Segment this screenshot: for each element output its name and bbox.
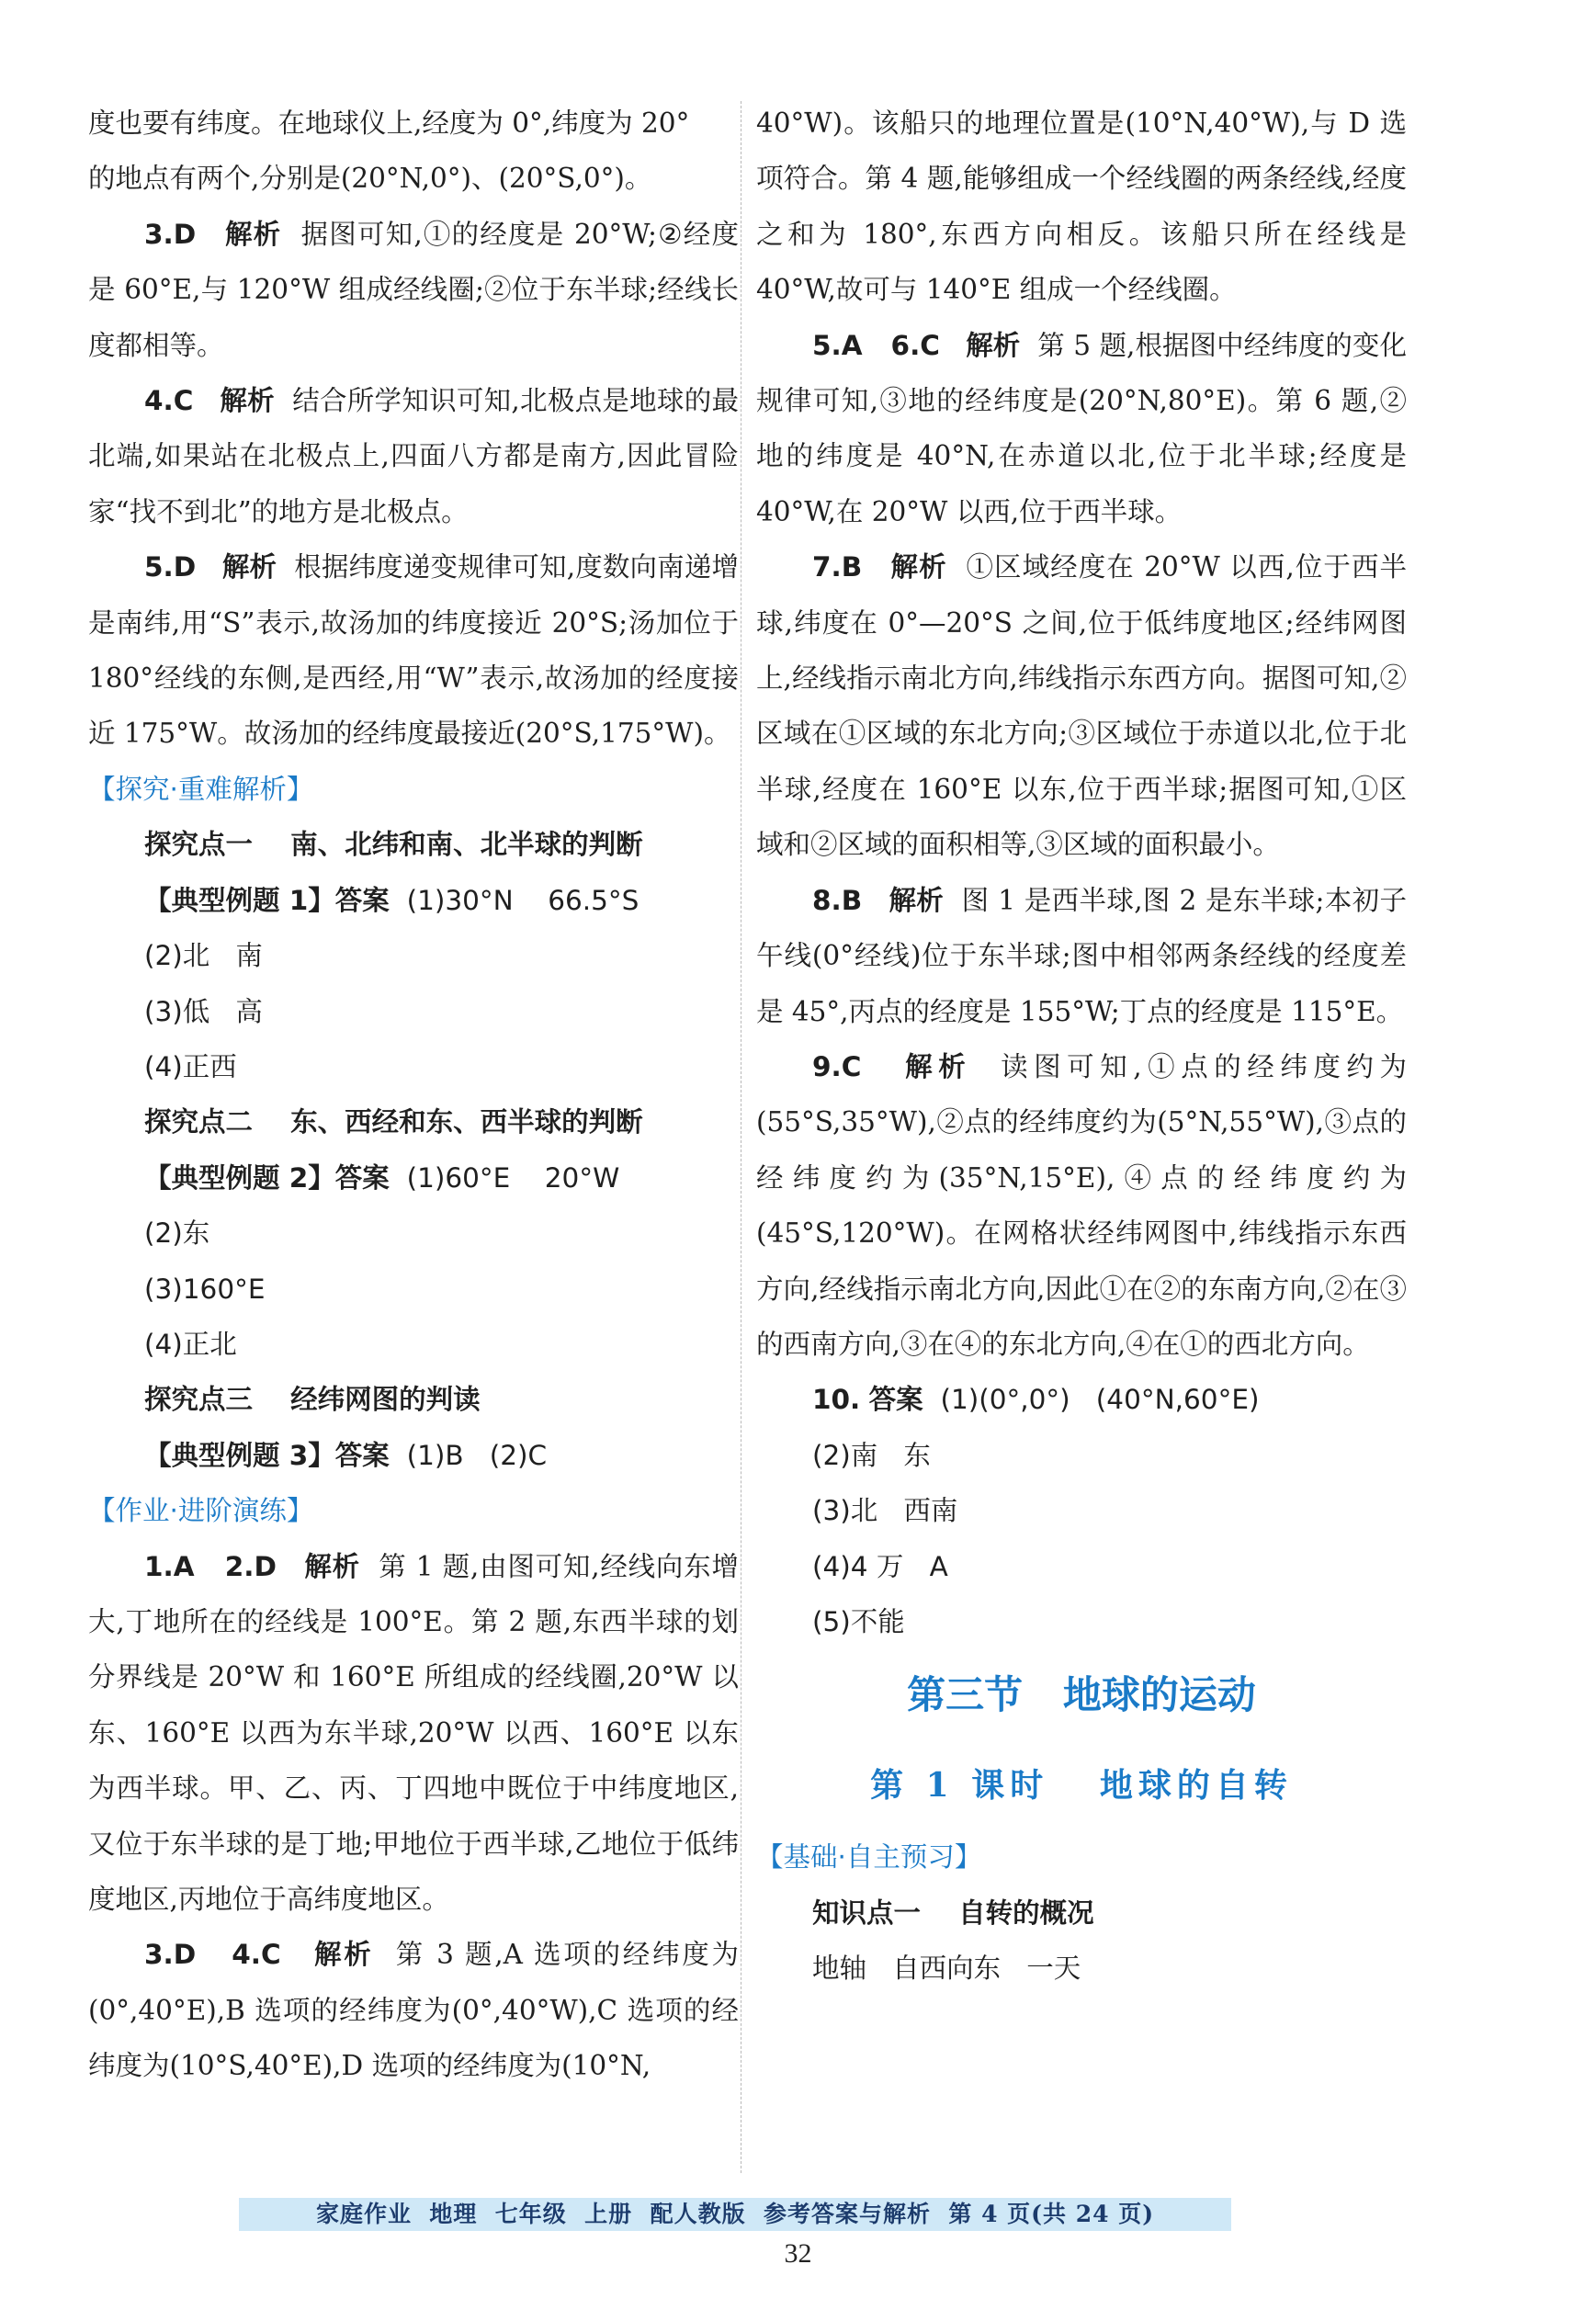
continued-paragraph: 40°W)。该船只的地理位置是(10°N,40°W),与 D 选项符合。第 4 题,能够组成一个经线圈的两条经线,经度之和为 180°,东西方向相反。该船只所在经线是 40°W,故可与 140°E 组成一个经线圈。 xyxy=(756,108,1407,306)
analysis-text: ①区域经度在 20°W 以西,位于西半球,纬度在 0°—20°S 之间,位于低纬度地区;经纬网图上,经线指示南北方向,纬线指示东西方向。据图可知,②区域在①区域的东北方向;③区域位于赤道以北,位于北半球,经度在 160°E 以东,位于西半球;据图可知,①区域和②区域的面积相等,③区域的面积最小。 xyxy=(756,551,1407,861)
example-2 xyxy=(88,1150,739,1206)
explore-point-2 xyxy=(88,1094,739,1149)
answer-part: (3)北 西南 xyxy=(812,1495,958,1527)
analysis-tag: 解析 xyxy=(966,329,1021,361)
point-label: 探究点一 xyxy=(144,829,254,861)
example-answer: (3)160°E xyxy=(144,1273,266,1305)
explore-heading: 【探究·重难解析】 xyxy=(88,773,314,805)
answer-number: 3.D 4.C xyxy=(144,1939,281,1971)
point-topic: 南、北纬和南、北半球的判断 xyxy=(290,829,643,861)
point-label: 知识点一 xyxy=(812,1896,922,1929)
analysis-tag: 解析 xyxy=(905,1050,972,1082)
answer-number: 3.D xyxy=(144,218,197,250)
answer-hw-7 xyxy=(756,539,1407,872)
answer-part: (4)4 万 A xyxy=(812,1550,948,1582)
answer-hw-5-6 xyxy=(756,318,1407,540)
answer-number: 9.C xyxy=(812,1050,862,1082)
answer-q3 xyxy=(88,207,739,373)
analysis-text: 第 3 题,A 选项的经纬度为(0°,40°E),B 选项的经纬度为(0°,40°W),C 选项的经纬度为(10°S,40°E),D 选项的经纬度为(10°N, xyxy=(88,1939,739,2082)
example-tag: 【典型例题 2】答案 xyxy=(144,1161,390,1194)
basic-heading: 【基础·自主预习】 xyxy=(756,1841,982,1874)
footer-bar: 家庭作业 地理 七年级 上册 配人教版 参考答案与解析 第 4 页(共 24 页) xyxy=(239,2198,1231,2231)
point-label: 探究点二 xyxy=(144,1106,254,1138)
point-label: 探究点三 xyxy=(144,1384,254,1416)
analysis-tag: 解析 xyxy=(314,1939,374,1971)
analysis-text: 第 5 题,根据图中经纬度的变化规律可知,③地的经纬度是(20°N,80°E)。第 6 题,②地的纬度是 40°N,在赤道以北,位于北半球;经度是 40°W,在 20°W 以西,位于西半球。 xyxy=(756,329,1407,527)
analysis-tag: 解析 xyxy=(220,385,275,417)
answer-tag: 答案 xyxy=(868,1384,923,1416)
analysis-tag: 解析 xyxy=(221,551,277,583)
continued-line-1: 度也要有纬度。在地球仪上,经度为 0°,纬度为 20° xyxy=(88,108,690,139)
lesson-title: 第 1 课时 地球的自转 xyxy=(870,1766,1293,1806)
analysis-tag: 解析 xyxy=(890,551,947,583)
example-answer: (1)B (2)C xyxy=(406,1439,548,1471)
example-answer: (2)东 xyxy=(144,1217,210,1250)
answer-hw-10 xyxy=(756,1372,1407,1427)
example-answer: (1)30°N 66.5°S xyxy=(406,884,640,916)
example-3 xyxy=(88,1428,739,1483)
answer-part: (2)南 东 xyxy=(812,1439,931,1471)
analysis-tag: 解析 xyxy=(889,884,945,916)
point-topic: 自转的概况 xyxy=(958,1896,1094,1929)
example-answer: (2)北 南 xyxy=(144,940,263,972)
answer-part: (5)不能 xyxy=(812,1605,905,1637)
analysis-text: 据图可知,①的经度是 20°W;②经度是 60°E,与 120°W 组成经线圈;②位于东半球;经线长度都相等。 xyxy=(88,218,739,361)
example-1 xyxy=(88,873,739,928)
right-column xyxy=(756,96,1407,1997)
homework-heading: 【作业·进阶演练】 xyxy=(88,1495,314,1527)
analysis-tag: 解析 xyxy=(224,218,282,250)
analysis-text: 第 1 题,由图可知,经线向东增大,丁地所在的经线是 100°E。第 2 题,东西半球的划分界线是 20°W 和 160°E 所组成的经线圈,20°W 以东、160°E 以西为东半球,20°W 以西、160°E 以东为西半球。甲、乙、丙、丁四地中既位于中纬度地区,又位于东半球的是丁地;甲地位于西半球,乙地位于低纬度地区,丙地位于高纬度地区。 xyxy=(88,1550,739,1915)
knowledge-point-1 xyxy=(756,1885,1407,1941)
answer-q5 xyxy=(88,539,739,762)
page-number: 32 xyxy=(784,2238,812,2269)
explore-point-1 xyxy=(88,817,739,872)
answer-number: 1.A 2.D xyxy=(144,1550,277,1582)
example-tag: 【典型例题 3】答案 xyxy=(144,1439,390,1471)
analysis-text: 结合所学知识可知,北极点是地球的最北端,如果站在北极点上,四面八方都是南方,因此冒险家“找不到北”的地方是北极点。 xyxy=(88,385,739,527)
example-answer: (1)60°E 20°W xyxy=(406,1161,620,1194)
point-topic: 经纬网图的判读 xyxy=(290,1384,481,1416)
analysis-tag: 解析 xyxy=(304,1550,360,1582)
answer-hw-3-4 xyxy=(88,1927,739,2093)
section-title: 第三节 地球的运动 xyxy=(907,1672,1256,1718)
analysis-text: 根据纬度递变规律可知,度数向南递增是南纬,用“S”表示,故汤加的纬度接近 20°S;汤加位于 180°经线的东侧,是西经,用“W”表示,故汤加的经度接近 175°W。故汤加的经纬度最接近(20°S,175°W)。 xyxy=(88,551,739,750)
analysis-text: 读图可知,①点的经纬度约为(55°S,35°W),②点的经纬度约为(5°N,55°W),③点的经纬度约为(35°N,15°E),④点的经纬度约为(45°S,120°W)。在网格状经纬网图中,纬线指示东西方向,经线指示南北方向,因此①在②的东南方向,②在③的西南方向,③在④的东北方向,④在①的西北方向。 xyxy=(756,1050,1407,1360)
example-tag: 【典型例题 1】答案 xyxy=(144,884,390,916)
example-answer: (4)正北 xyxy=(144,1328,237,1360)
left-column xyxy=(88,96,739,2094)
answer-number: 10. xyxy=(812,1384,861,1416)
answer-number: 5.A 6.C xyxy=(812,329,940,361)
answer-hw-1-2 xyxy=(88,1539,739,1928)
example-answer: (3)低 高 xyxy=(144,995,263,1027)
point-topic: 东、西经和东、西半球的判断 xyxy=(290,1106,643,1138)
answer-number: 8.B xyxy=(812,884,863,916)
example-answer: (4)正西 xyxy=(144,1050,237,1082)
knowledge-answers: 地轴 自西向东 一天 xyxy=(812,1953,1081,1985)
answer-number: 4.C xyxy=(144,385,194,417)
explore-point-3 xyxy=(88,1372,739,1427)
answer-hw-8 xyxy=(756,873,1407,1039)
answer-number: 7.B xyxy=(812,551,863,583)
answer-q4 xyxy=(88,373,739,539)
answer-hw-9 xyxy=(756,1039,1407,1372)
answer-part: (1)(0°,0°) (40°N,60°E) xyxy=(940,1384,1260,1416)
answer-number: 5.D xyxy=(144,551,197,583)
analysis-text: 图 1 是西半球,图 2 是东半球;本初子午线(0°经线)位于东半球;图中相邻两条经线的经度差是 45°,丙点的经度是 155°W;丁点的经度是 115°E。 xyxy=(756,884,1407,1027)
continued-line-2: 的地点有两个,分别是(20°N,0°)、(20°S,0°)。 xyxy=(88,163,652,195)
